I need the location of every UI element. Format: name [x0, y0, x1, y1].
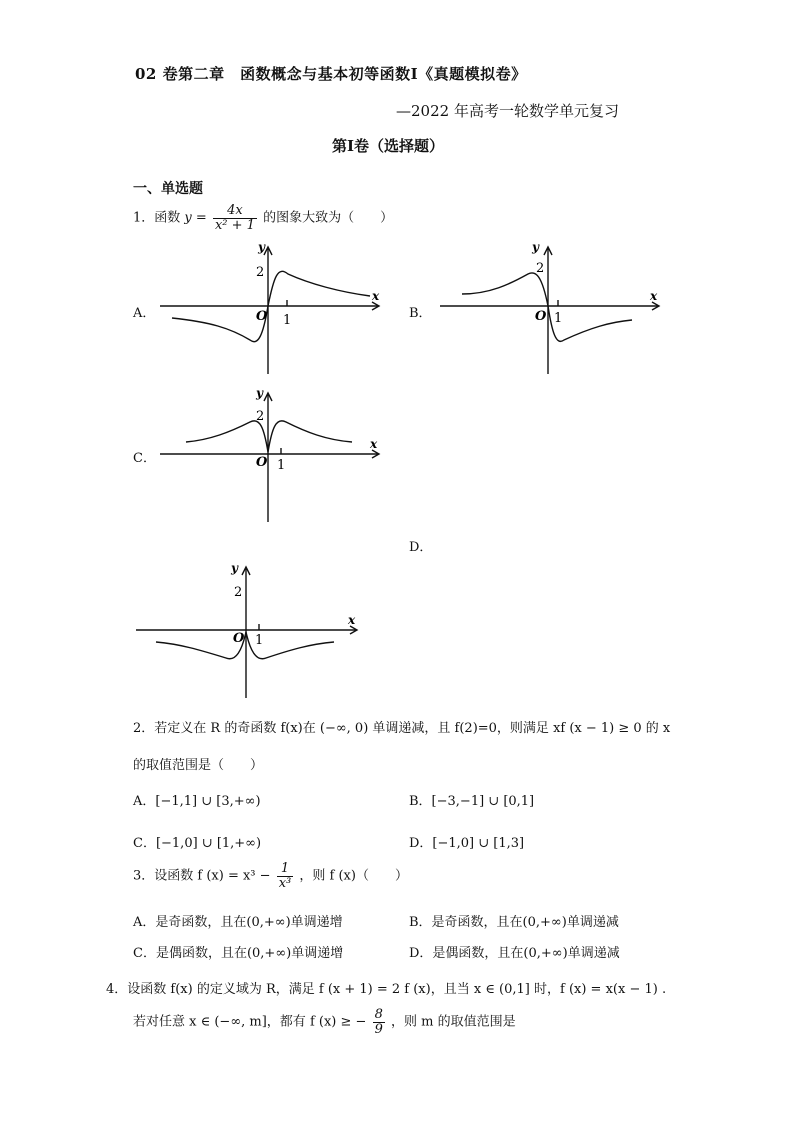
q4-line2-prefix: 若对任意 x ∈ (−∞, m]，都有 f (x) ≥ − [133, 1014, 367, 1030]
graph-a-origin-label: O [256, 309, 268, 324]
graph-a-tick1-label: 1 [283, 313, 292, 328]
q3-option-c[interactable]: C．是偶函数，且在(0,+∞)单调递增 [133, 946, 344, 961]
question-1-stem [133, 204, 393, 232]
graph-a-x-label: x [372, 289, 380, 303]
graph-b-x-label: x [650, 289, 658, 303]
q3-option-b[interactable]: B．是奇函数，且在(0,+∞)单调递减 [409, 915, 619, 930]
graph-c-y-label: y [256, 386, 263, 400]
graph-b [430, 236, 670, 376]
graph-c-tick2-label: 2 [256, 409, 265, 424]
graph-a-tick2-label: 2 [256, 265, 265, 280]
q4-fraction [373, 1008, 385, 1036]
graph-c-curve [186, 421, 352, 452]
q2-option-a[interactable]: A．[−1,1] ∪ [3,+∞) [133, 794, 261, 809]
q1-option-a-label[interactable]: A． [133, 306, 156, 321]
graph-c-tick1-label: 1 [277, 458, 286, 473]
graph-c [150, 382, 390, 524]
graph-d-origin-label: O [233, 631, 245, 646]
graph-a [150, 236, 390, 376]
q1-option-b-label[interactable]: B． [409, 306, 432, 321]
graph-d [130, 560, 370, 702]
q4-numerator: 8 [374, 1007, 383, 1022]
q1-fraction [213, 204, 257, 232]
graph-c-origin-label: O [256, 455, 268, 470]
q1-numerator: 4x [213, 204, 257, 219]
q3-numerator: 1 [277, 862, 294, 877]
graph-b-tick1-label: 1 [554, 311, 563, 326]
q3-suffix: ，则 f (x)（ ） [299, 868, 408, 884]
q2-option-b[interactable]: B．[−3,−1] ∪ [0,1] [409, 794, 535, 809]
question-2-stem-line2: 的取值范围是（ ） [133, 758, 264, 773]
part-heading: 第Ⅰ卷（选择题） [332, 137, 445, 155]
section-heading: 一、单选题 [133, 181, 203, 197]
graph-b-curve [462, 273, 632, 341]
q1-option-d-label[interactable]: D． [409, 540, 433, 555]
graph-d-curve [156, 632, 334, 659]
q3-denominator: x³ [278, 875, 292, 891]
q3-option-d[interactable]: D．是偶函数，且在(0,+∞)单调递减 [409, 946, 620, 961]
graph-d-x-label: x [348, 613, 356, 627]
q1-lhs: y = [184, 210, 207, 226]
question-2-stem-line1: 2．若定义在 R 的奇函数 f(x)在 (−∞, 0) 单调递减，且 f(2)=0，则满足 xf (x − 1) ≥ 0 的 x [133, 721, 671, 736]
graph-d-tick2-label: 2 [234, 585, 243, 600]
q4-denominator: 9 [374, 1021, 383, 1037]
q2-option-d[interactable]: D．[−1,0] ∪ [1,3] [409, 836, 525, 851]
graph-d-tick1-label: 1 [255, 633, 264, 648]
document-subtitle: —2022 年高考一轮数学单元复习 [396, 102, 619, 120]
q1-option-c-label[interactable]: C． [133, 451, 156, 466]
document-title: 02 卷第二章 函数概念与基本初等函数Ⅰ《真题模拟卷》 [135, 65, 527, 83]
q4-line2-suffix: ，则 m 的取值范围是 [390, 1014, 516, 1030]
q3-prefix: 3．设函数 f (x) = x³ − [133, 868, 271, 884]
question-4-stem-line2 [133, 1008, 516, 1036]
question-3-stem [133, 862, 408, 890]
graph-b-tick2-label: 2 [536, 261, 545, 276]
graph-b-y-label: y [532, 240, 539, 254]
q2-option-c[interactable]: C．[−1,0] ∪ [1,+∞) [133, 836, 262, 851]
graph-b-origin-label: O [535, 309, 547, 324]
graph-a-y-label: y [258, 240, 265, 254]
question-4-stem-line1: 4．设函数 f(x) 的定义域为 R，满足 f (x + 1) = 2 f (x)，且当 x ∈ (0,1] 时，f (x) = x(x − 1) . [106, 982, 667, 997]
q1-denominator: x² + 1 [214, 217, 255, 233]
graph-c-x-label: x [370, 437, 378, 451]
q1-prefix: 1．函数 [133, 210, 181, 226]
q3-option-a[interactable]: A．是奇函数，且在(0,+∞)单调递增 [133, 915, 343, 930]
graph-d-y-label: y [231, 561, 238, 575]
q3-fraction [277, 862, 294, 890]
q1-suffix: 的图象大致为（ ） [263, 210, 394, 226]
